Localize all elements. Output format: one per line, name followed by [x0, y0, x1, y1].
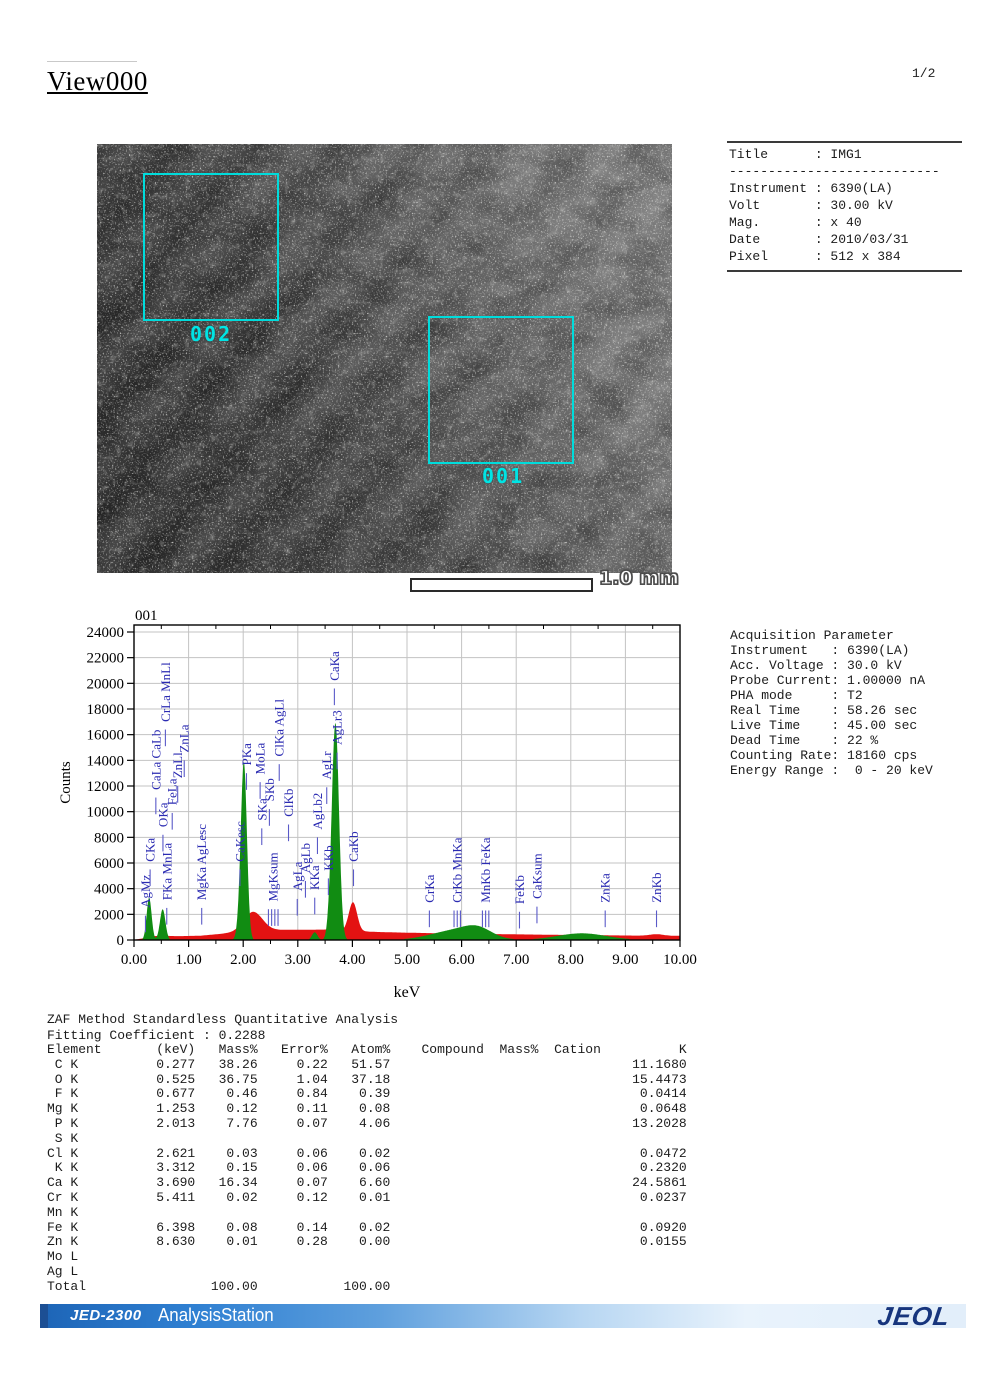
- roi-box-002: [143, 173, 279, 321]
- roi-label: 001: [482, 464, 525, 488]
- chart-title: 001: [135, 608, 158, 624]
- peak-label: FKa MnLa: [159, 842, 175, 901]
- y-tick-label: 6000: [94, 856, 124, 872]
- peak-label: CaKa: [326, 651, 342, 681]
- zaf-row: S K: [47, 1130, 687, 1146]
- x-tick-label: 7.00: [503, 952, 530, 968]
- y-tick-label: 0: [116, 933, 124, 949]
- scale-bar: [410, 578, 593, 592]
- info-separator: ---------------------------: [729, 164, 940, 179]
- x-axis-title: keV: [393, 984, 421, 1001]
- acq-row: Instrument : 6390(LA): [730, 643, 910, 658]
- zaf-title: ZAF Method Standardless Quantitative Analysis: [47, 1012, 399, 1027]
- peak-label: AgLr: [319, 751, 335, 780]
- y-tick-label: 20000: [86, 676, 124, 693]
- zaf-row: Ag L: [47, 1263, 687, 1279]
- peak-label: ZnLa: [176, 724, 192, 753]
- info-row: Title : IMG1: [729, 147, 862, 162]
- zaf-row: P K 2.013 7.76 0.07 4.06 13.2028: [47, 1115, 687, 1131]
- y-tick-label: 14000: [86, 753, 124, 770]
- peak-label: MgKsum: [265, 852, 281, 902]
- sem-image: [97, 144, 672, 573]
- zaf-row: Fe K 6.398 0.08 0.14 0.02 0.0920: [47, 1219, 687, 1235]
- peak-label: AgLb2: [309, 792, 325, 830]
- zaf-row: Cr K 5.411 0.02 0.12 0.01 0.0237: [47, 1189, 687, 1205]
- y-tick-label: 2000: [94, 907, 124, 924]
- peak-label: FeLa: [164, 778, 180, 806]
- info-row: Volt : 30.00 kV: [729, 198, 893, 213]
- zaf-row: K K 3.312 0.15 0.06 0.06 0.2320: [47, 1160, 687, 1176]
- roi-label: 002: [190, 322, 233, 346]
- y-tick-label: 10000: [86, 804, 124, 821]
- peak-label: MoLa: [252, 742, 268, 775]
- zaf-row: C K 0.277 38.26 0.22 51.57 11.1680: [47, 1056, 687, 1072]
- peak-label: MnKb FeKa: [478, 837, 494, 903]
- info-row: Date : 2010/03/31: [729, 232, 909, 247]
- peak-label: CrKb MnKa: [449, 837, 465, 903]
- peak-label: CKa: [142, 837, 158, 862]
- zaf-analysis: [47, 1012, 687, 1295]
- zaf-row: Ca K 3.690 16.34 0.07 6.60 24.5861: [47, 1175, 687, 1191]
- eds-spectrum-chart: [55, 600, 710, 1005]
- zaf-row: Total 100.00 100.00: [47, 1278, 687, 1294]
- peak-label: PKa: [238, 743, 254, 766]
- scale-bar-label: 1.0 mm: [599, 567, 679, 589]
- x-tick-label: 0.00: [120, 952, 148, 968]
- peak-label: AgLb: [297, 842, 313, 874]
- zaf-row: F K 0.677 0.46 0.84 0.39 0.0414: [47, 1086, 687, 1102]
- info-row: Pixel : 512 x 384: [729, 249, 901, 264]
- x-tick-label: 2.00: [230, 952, 257, 968]
- footer-model-label: JED-2300: [70, 1307, 142, 1324]
- x-tick-label: 9.00: [612, 952, 639, 968]
- peak-label: AgLr3: [329, 710, 345, 745]
- peak-label: AgMz: [137, 874, 153, 908]
- peak-label: AgLa: [289, 861, 305, 892]
- acq-row: Live Time : 45.00 sec: [730, 718, 918, 733]
- y-tick-label: 4000: [94, 881, 124, 898]
- page-number: 1/2: [912, 66, 936, 81]
- y-tick-label: 16000: [86, 727, 124, 744]
- peak-label: ClKb: [281, 788, 297, 817]
- acq-row: Energy Range : 0 - 20 keV: [730, 763, 933, 778]
- peak-label: SKb: [261, 778, 277, 802]
- peak-label: ZnLl: [170, 752, 186, 779]
- acq-row: Probe Current: 1.00000 nA: [730, 673, 926, 688]
- y-tick-label: 22000: [86, 650, 124, 667]
- x-tick-label: 4.00: [339, 952, 366, 968]
- peak-label: CrKa: [421, 874, 437, 903]
- footer-app-label: AnalysisStation: [158, 1305, 274, 1325]
- y-tick-label: 24000: [86, 625, 124, 641]
- peak-label: SKa: [254, 798, 270, 821]
- footer-bar: [40, 1301, 966, 1331]
- x-tick-label: 1.00: [175, 952, 202, 968]
- page-title: View000: [47, 66, 148, 96]
- acq-row: Dead Time : 22 %: [730, 733, 879, 748]
- roi-box-001: [428, 316, 574, 464]
- y-tick-label: 18000: [86, 702, 124, 718]
- peak-label: CaLa CaLb: [148, 729, 164, 790]
- peak-label: MgKa AgLesc: [194, 824, 210, 901]
- zaf-row: Mg K 1.253 0.12 0.11 0.08 0.0648: [47, 1101, 687, 1117]
- peak-label: CaKsum: [529, 853, 545, 899]
- peak-label: CaKb: [345, 831, 361, 862]
- x-tick-label: 6.00: [448, 952, 475, 968]
- zaf-row: Mo L: [47, 1249, 687, 1265]
- zaf-row: O K 0.525 36.75 1.04 37.18 15.4473: [47, 1071, 687, 1087]
- zaf-header-row: Element (keV) Mass% Error% Atom% Compound Mass% Cation K: [47, 1042, 687, 1057]
- peak-label: ZnKa: [597, 873, 613, 903]
- info-row: Instrument : 6390(LA): [729, 181, 893, 196]
- peak-label: FeKb: [511, 875, 527, 905]
- x-tick-label: 5.00: [393, 952, 421, 968]
- y-tick-label: 8000: [94, 830, 124, 847]
- peak-label: OKa: [155, 802, 171, 828]
- acquisition-parameters: [730, 628, 933, 778]
- peak-label: ClKa AgLl: [271, 699, 287, 757]
- peak-label: KKa: [307, 865, 323, 890]
- acq-row: PHA mode : T2: [730, 688, 863, 703]
- acq-row: Counting Rate: 18160 cps: [730, 748, 918, 763]
- info-row: Mag. : x 40: [729, 215, 862, 230]
- y-tick-label: 12000: [86, 779, 124, 795]
- image-info-panel: [727, 141, 962, 272]
- peak-label: KKb: [320, 845, 336, 871]
- zaf-row: Cl K 2.621 0.03 0.06 0.02 0.0472: [47, 1145, 687, 1161]
- peak-label: CaKesc: [232, 821, 248, 862]
- zaf-row: Mn K: [47, 1204, 687, 1220]
- x-tick-label: 8.00: [557, 952, 584, 968]
- y-axis-title: Counts: [58, 761, 74, 804]
- acq-title: Acquisition Parameter: [730, 628, 894, 643]
- zaf-row: Zn K 8.630 0.01 0.28 0.00 0.0155: [47, 1234, 687, 1250]
- peak-label: CrLa MnLl: [157, 662, 173, 722]
- title-topline: [47, 61, 137, 62]
- x-tick-label: 3.00: [284, 952, 311, 968]
- zaf-subtitle: Fitting Coefficient : 0.2288: [47, 1027, 266, 1043]
- x-tick-label: 10.00: [663, 952, 697, 968]
- peak-label: ZnKb: [649, 872, 665, 903]
- acq-row: Acc. Voltage : 30.0 kV: [730, 658, 902, 673]
- jeol-logo: JEOL: [876, 1301, 953, 1331]
- zaf-table: [47, 1043, 687, 1295]
- acq-row: Real Time : 58.26 sec: [730, 703, 918, 718]
